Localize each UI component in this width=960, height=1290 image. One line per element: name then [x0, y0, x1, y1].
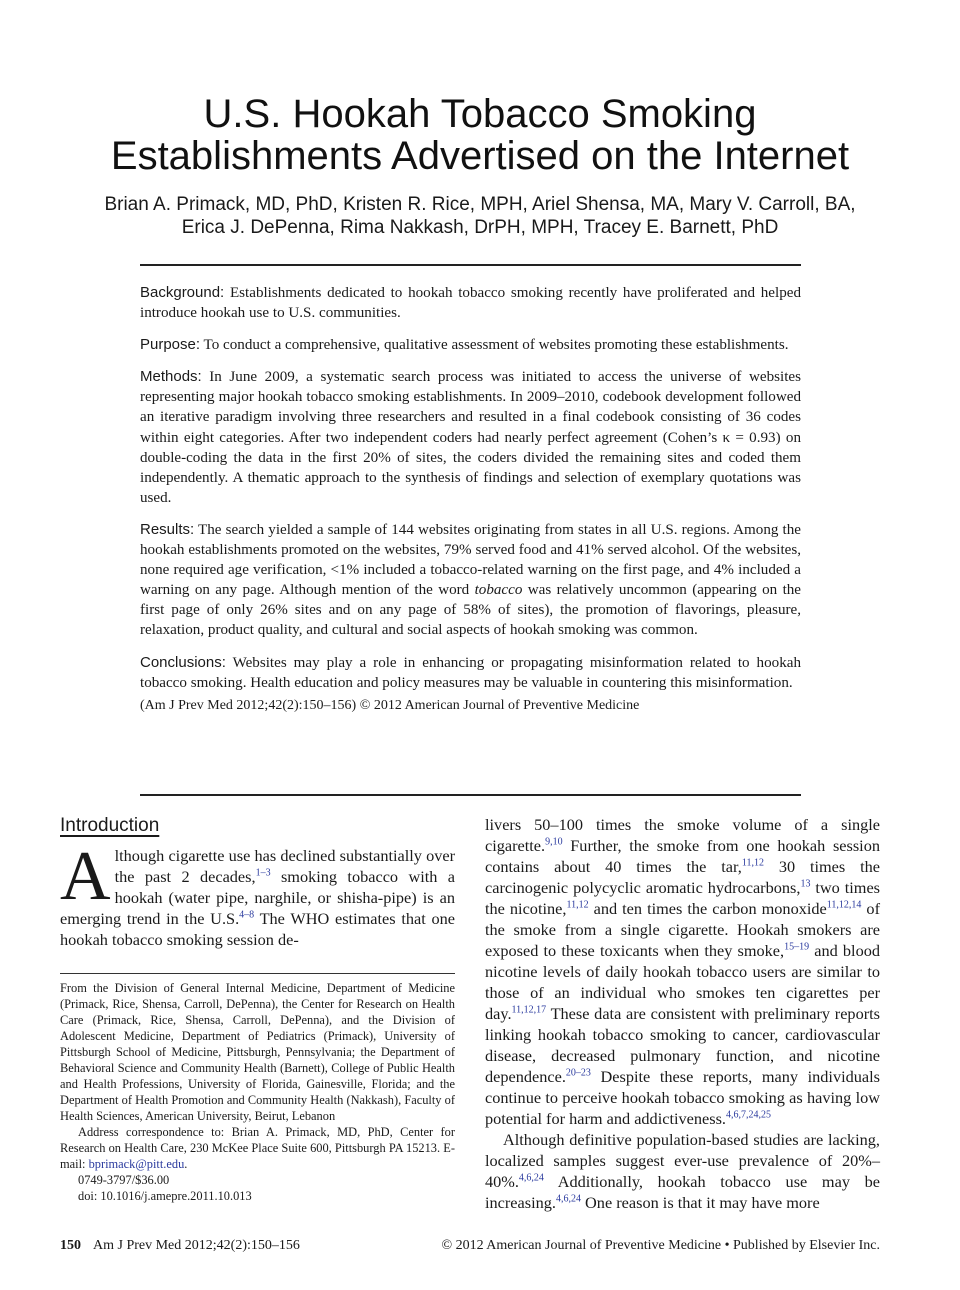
- email-link[interactable]: bprimack@pitt.edu: [88, 1157, 185, 1171]
- abstract-results: [140, 520, 801, 641]
- authors-line-1: Brian A. Primack, MD, PhD, Kristen R. Rice, MPH, Ariel Shensa, MA, Mary V. Carroll, BA,: [104, 194, 856, 215]
- abstract: [140, 283, 801, 730]
- results-text-b: was relatively uncommon (appearing on the first page of only 26% sites and on any page of 58% of sites), the promotion of flavorings, pleasure, relaxation, product quality, and cultural and social aspects of hookah smoking was common.: [140, 582, 802, 639]
- footnote-rule: [60, 973, 455, 974]
- introduction-heading: Introduction: [60, 815, 160, 836]
- body-text: Further, the smoke from one hookah session contains about 40 times the tar,: [485, 836, 880, 876]
- body-text: Although definitive population-based studies are lacking, localized samples suggest ever-use prevalence of 20%–40%.: [485, 1130, 880, 1191]
- left-column: [60, 814, 455, 951]
- ref-link[interactable]: 13: [800, 878, 811, 890]
- ref-link[interactable]: 11,12: [566, 899, 589, 911]
- email-label: E-mail:: [60, 1141, 455, 1171]
- affiliation-text: From the Division of General Internal Medicine, Department of Medicine (Primack, Rice, Shensa, Carroll, DePenna), the Center for Research on Health Care (Primack, Rice, Shensa, Carroll, DePenna), and the Division of Adolescent Medicine, Department of Pediatrics (Primack), University of Pittsburgh School of Medicine, Pittsburgh, Pennsylvania; the Department of Behavioral Science and Community Health (Barnett), College of Public Health and Health Professions, University of Florida, Gainesville, Florida; and the Department of Health Promotion and Community Health (Nakkash), Faculty of Health Sciences, American University, Beirut, Lebanon: [60, 981, 455, 1123]
- conclusions-text: Websites may play a role in enhancing or propagating misinformation related to hookah tobacco smoking. Health education and policy measures may be valuable in countering this misinformation.: [140, 654, 801, 691]
- footer-bullet: •: [724, 1238, 730, 1253]
- abstract-conclusions: [140, 653, 801, 693]
- ref-link[interactable]: 4,6,24: [555, 1193, 581, 1205]
- methods-text: In June 2009, a systematic search process was initiated to access the universe of websites representing major hookah tobacco smoking establishments. In 2009–2010, codebook development followed an iterative paradigm involving three researchers and resulted in a final codebook consisting of 36 codes within eight categories. After two independent coders had nearly perfect agreement (Cohen’s κ = 0.93) on double-coding the data in the first 20% of sites, the coders divided the remaining sites and coded them independently. A thematic approach to the synthesis of findings and selection of exemplary quotations was used.: [140, 369, 801, 506]
- affiliation-footnote: [60, 980, 455, 1204]
- body-text: two times the nicotine,: [485, 878, 881, 918]
- footer-right: [441, 1238, 880, 1254]
- ref-link[interactable]: 11,12,14: [826, 899, 862, 911]
- ref-link[interactable]: 1–3: [255, 867, 271, 879]
- body-text: 30 times the carcinogenic polycyclic aromatic hydrocarbons,: [485, 857, 880, 897]
- purpose-text: To conduct a comprehensive, qualitative assessment of websites promoting these establishments.: [200, 337, 789, 354]
- footer-publisher: Published by Elsevier Inc.: [733, 1238, 880, 1253]
- right-paragraph-1: [485, 814, 880, 1129]
- intro-text-b: smoking tobacco with a hookah (water pipe, narghile, or shisha-pipe) is an emerging trend in the U.S.: [60, 866, 456, 928]
- background-text: Establishments dedicated to hookah tobacco smoking recently have proliferated and helped introduce hookah use to U.S. communities.: [140, 285, 801, 322]
- ref-link[interactable]: 15–19: [784, 941, 810, 953]
- purpose-heading: Purpose:: [140, 336, 201, 354]
- ref-link[interactable]: 11,12: [741, 857, 764, 869]
- title-line-1: U.S. Hookah Tobacco Smoking: [203, 92, 757, 136]
- intro-text-a: lthough cigarette use has declined substantially over the past 2 decades,: [114, 846, 455, 886]
- page-number: 150: [60, 1238, 81, 1253]
- ref-link[interactable]: 20–23: [565, 1067, 591, 1079]
- authors-line-2: Erica J. DePenna, Rima Nakkash, DrPH, MPH, Tracey E. Barnett, PhD: [181, 217, 779, 238]
- results-text-a: The search yielded a sample of 144 websites originating from states in all U.S. regions. Among the hookah establishments promoted on the websites, 79% served food and 41% served alcohol. Of the websites, none required age verification, <1% included a tobacco-related warning on the first page, and 4% included a warning on any page. Although mention of the word: [140, 521, 801, 599]
- right-column: [485, 814, 880, 1213]
- doi: doi: 10.1016/j.amepre.2011.10.013: [78, 1189, 252, 1203]
- ref-link[interactable]: 4–8: [239, 909, 255, 921]
- abstract-citation: (Am J Prev Med 2012;42(2):150–156) © 2012 American Journal of Preventive Medicine: [140, 697, 640, 713]
- ref-link[interactable]: 4,6,24: [518, 1172, 544, 1184]
- body-text: These data are consistent with preliminary reports linking hookah tobacco smoking to cancer, cardiovascular disease, decreased pulmonary function, and nicotine dependence.: [485, 1004, 880, 1086]
- body-text: of the smoke from a single cigarette. Hookah smokers are exposed to these toxicants when they smoke,: [485, 899, 880, 960]
- article-title: [0, 93, 960, 177]
- right-paragraph-2: [485, 1129, 880, 1213]
- methods-heading: Methods:: [140, 368, 202, 386]
- issn-price: 0749-3797/$36.00: [78, 1173, 170, 1187]
- body-text: and blood nicotine levels of daily hookah tobacco users are similar to those of an individual who smokes ten cigarettes per day.: [485, 941, 881, 1023]
- address-text: Address correspondence to: Brian A. Primack, MD, PhD, Center for Research on Health Care, 230 McKee Place Suite 600, Pittsburgh PA 15213.: [60, 1125, 455, 1155]
- abstract-bottom-rule: [140, 794, 801, 796]
- ref-link[interactable]: 4,6,7,24,25: [725, 1109, 771, 1121]
- footer-left: [60, 1238, 300, 1254]
- abstract-methods: [140, 367, 801, 508]
- conclusions-heading: Conclusions:: [140, 653, 226, 671]
- abstract-background: [140, 283, 801, 323]
- background-heading: Background:: [140, 284, 225, 301]
- footer-journal: Am J Prev Med 2012;42(2):150–156: [93, 1238, 300, 1253]
- abstract-top-rule: [140, 264, 801, 266]
- title-line-2: Establishments Advertised on the Internet: [110, 134, 850, 178]
- body-text: livers 50–100 times the smoke volume of a single cigarette.: [485, 815, 880, 855]
- ref-link[interactable]: 9,10: [545, 836, 563, 848]
- body-text: One reason is that it may have more: [580, 1193, 820, 1212]
- email-end: .: [184, 1157, 188, 1171]
- body-text: Despite these reports, many individuals continue to perceive hookah tobacco smoking as having low potential for harm and addictiveness.: [485, 1067, 880, 1128]
- footer-copyright: © 2012 American Journal of Preventive Medicine: [441, 1238, 722, 1253]
- body-text: Additionally, hookah tobacco use may be increasing.: [485, 1172, 880, 1212]
- intro-text-c: The WHO estimates that one hookah tobacco smoking session de-: [60, 908, 455, 949]
- drop-cap: A: [60, 838, 111, 915]
- body-text: and ten times the carbon monoxide: [588, 899, 827, 918]
- results-italic-word: tobacco: [474, 582, 523, 599]
- results-heading: Results:: [140, 520, 195, 538]
- author-list: [40, 193, 920, 239]
- intro-paragraph: [60, 838, 456, 951]
- abstract-purpose: [140, 335, 801, 355]
- ref-link[interactable]: 11,12,17: [511, 1004, 547, 1016]
- correspondence-address: [60, 1124, 455, 1172]
